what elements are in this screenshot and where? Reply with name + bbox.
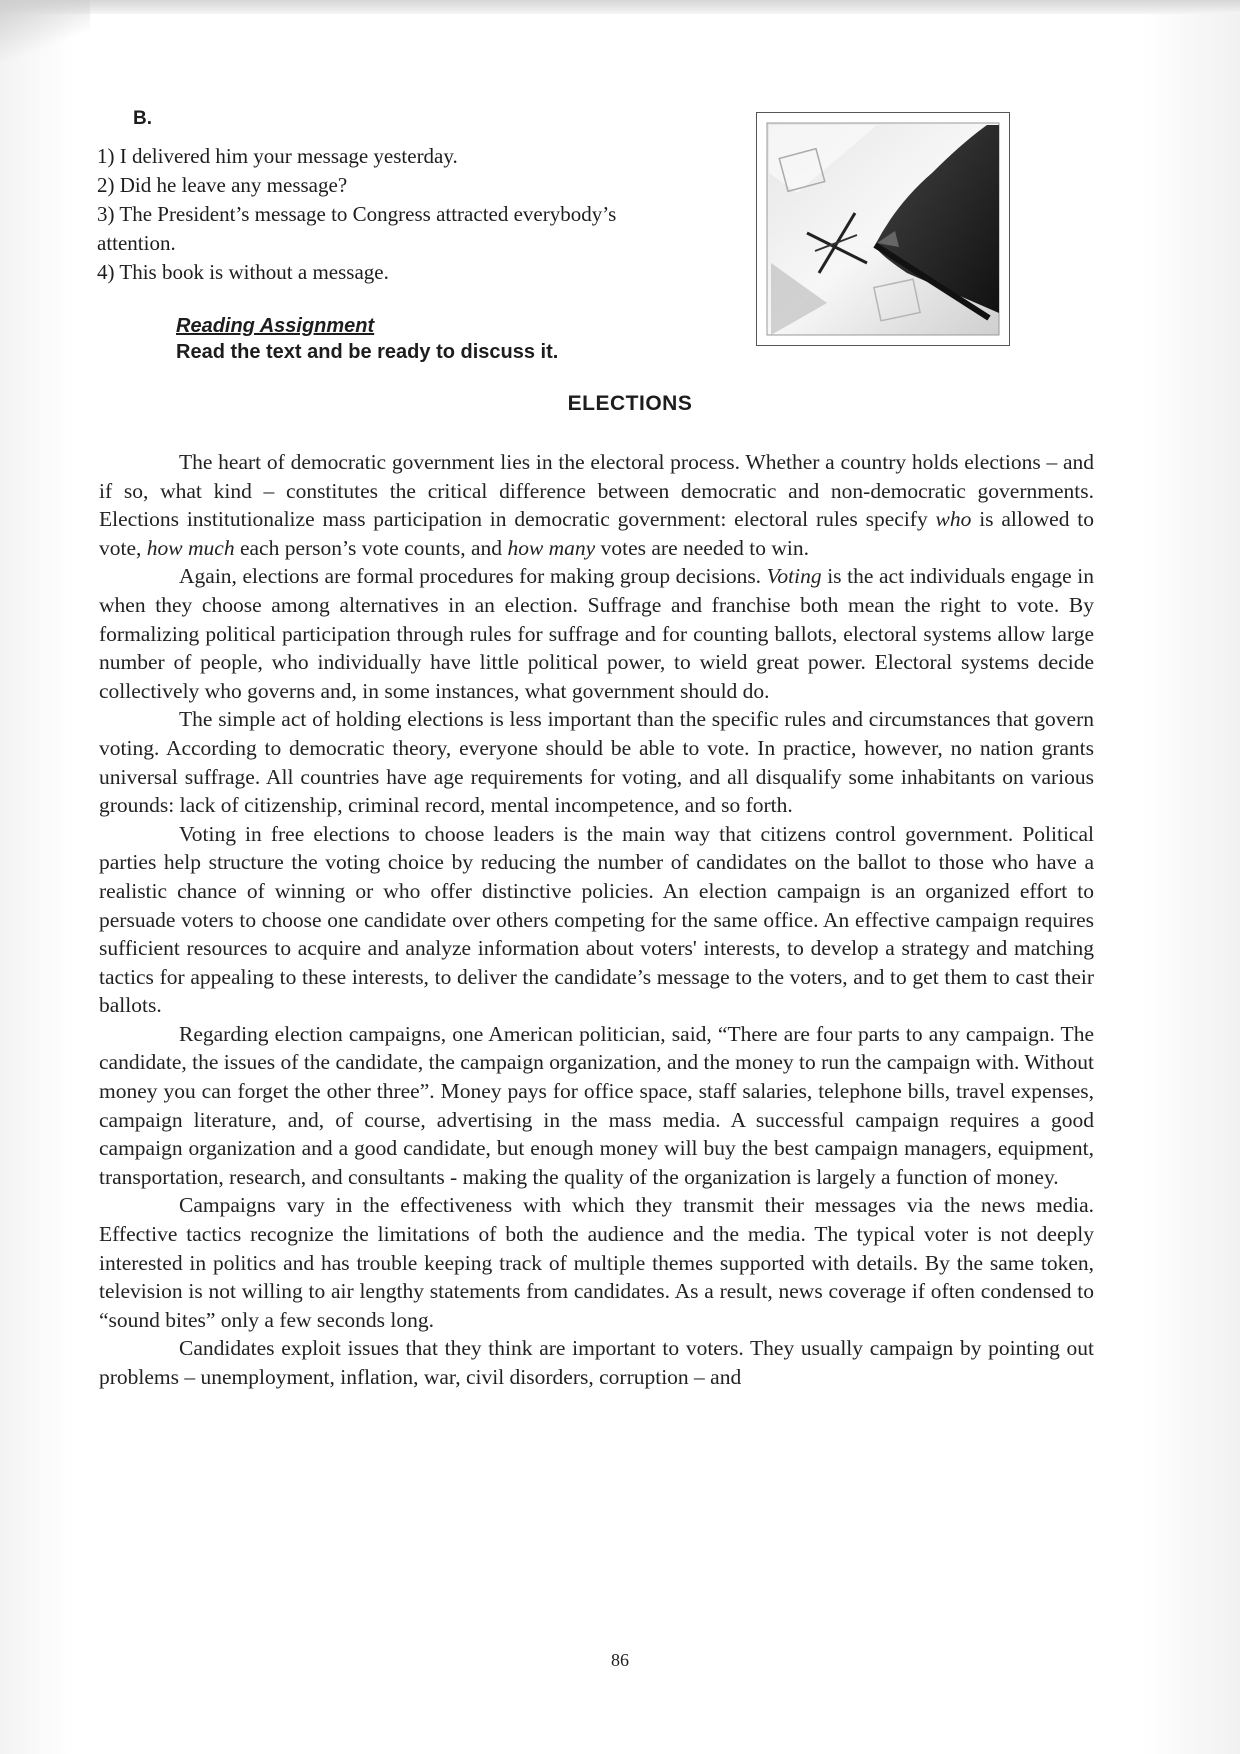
ballot-x-mark-icon xyxy=(757,113,1009,345)
article-paragraph xyxy=(99,1191,1094,1334)
paragraph-text: votes are needed to win. xyxy=(595,535,809,560)
paragraph-text: is the act individuals engage in when they choose among alternatives in an election. Suffrage and franchise both mean the right to vote. By formalizing political participation through rules for suffrage and for counting ballots, electoral systems allow large number of people, who individually have little political power, to wield great power. Electoral systems decide collectively who governs and, in some instances, what government should do. xyxy=(99,564,1094,703)
assignment-title: Reading Assignment xyxy=(176,315,375,337)
paragraph-text: The heart of democratic government lies in the electoral process. Whether a country holds elections – and if so, what kind – constitutes the critical difference between democratic and non-democratic governments. Elections institutionalize mass participation in democratic government: electoral rules specify xyxy=(99,450,1094,532)
article-paragraph xyxy=(99,562,1094,705)
paragraph-text: each person’s vote counts, and xyxy=(234,535,508,560)
sentence-item: 1) I delivered him your message yesterday. xyxy=(97,144,458,168)
paragraph-text: Regarding election campaigns, one American politician, said, “There are four parts to any campaign. The candidate, the issues of the candidate, the campaign organization, and the money to run the campaign with. Without money you can forget the other three”. Money pays for office space, staff salaries, telephone bills, travel expenses, campaign literature, and, of course, advertising in the mass media. A successful campaign requires a good campaign organization and a good candidate, but enough money will buy the best campaign managers, equipment, transportation, research, and consultants - making the quality of the organization is largely a function of money. xyxy=(99,1021,1094,1189)
paragraph-text: Again, elections are formal procedures for making group decisions. xyxy=(179,564,767,589)
sentence-item: 4) This book is without a message. xyxy=(97,260,389,284)
scan-corner-shadow xyxy=(0,0,90,60)
article-title: ELECTIONS xyxy=(567,392,693,415)
sentence-item: 3) The President’s message to Congress attracted everybody’s attention. xyxy=(97,202,617,255)
article-body xyxy=(99,448,1094,1392)
section-label: B. xyxy=(133,108,152,129)
ballot-x-mark-image xyxy=(756,112,1010,346)
article-paragraph xyxy=(99,820,1094,1020)
page-number: 86 xyxy=(611,1650,629,1670)
article-paragraph xyxy=(99,705,1094,819)
emphasized-text: how much xyxy=(146,535,235,560)
paragraph-text: The simple act of holding elections is less important than the specific rules and circumstances that govern voting. According to democratic theory, everyone should be able to vote. In practice, however, no nation grants universal suffrage. All countries have age requirements for voting, and all disqualify some inhabitants on various grounds: lack of citizenship, criminal record, mental incompetence, and so forth. xyxy=(99,707,1094,818)
paragraph-text: Campaigns vary in the effectiveness with which they transmit their messages via the news media. Effective tactics recognize the limitations of both the audience and the media. The typical voter is not deeply interested in politics and has trouble keeping track of multiple themes supported with details. By the same token, television is not willing to air lengthy statements from candidates. As a result, news coverage if often condensed to “sound bites” only a few seconds long. xyxy=(99,1193,1094,1332)
paragraph-text: Voting in free elections to choose leaders is the main way that citizens control government. Political parties help structure the voting choice by reducing the number of candidates on the ballot to those who have a realistic chance of winning or who offer distinctive policies. An election campaign is an organized effort to persuade voters to choose one candidate over others competing for the same office. An effective campaign requires sufficient resources to acquire and analyze information about voters' interests, to develop a strategy and matching tactics for appealing to these interests, to deliver the candidate’s message to the voters, and to get them to cast their ballots. xyxy=(99,821,1094,1018)
sentence-item: 2) Did he leave any message? xyxy=(97,173,348,197)
example-sentences xyxy=(97,142,617,287)
emphasized-text: Voting xyxy=(766,564,822,589)
scan-shadow xyxy=(0,0,1240,14)
reading-assignment xyxy=(176,313,736,365)
emphasized-text: how many xyxy=(507,535,596,560)
paragraph-text: Candidates exploit issues that they think are important to voters. They usually campaign by pointing out problems – unemployment, inflation, war, civil disorders, corruption – and xyxy=(99,1336,1094,1389)
article-paragraph xyxy=(99,1020,1094,1192)
paragraph-text: is allowed to vote, xyxy=(99,507,1094,560)
article-paragraph xyxy=(99,1334,1094,1391)
assignment-instruction: Read the text and be ready to discuss it. xyxy=(176,341,559,363)
emphasized-text: who xyxy=(935,507,972,532)
article-paragraph xyxy=(99,448,1094,562)
